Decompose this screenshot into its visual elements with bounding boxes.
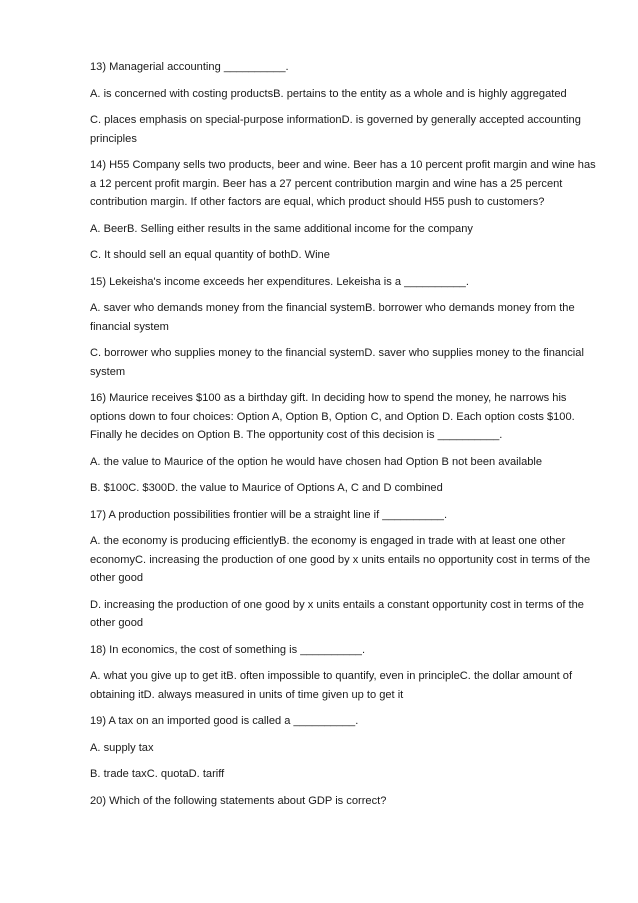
answer-line-19-bcd: B. trade taxC. quotaD. tariff — [90, 768, 225, 780]
question-14: 14) H55 Company sells two products, beer and wine. Beer has a 10 percent profit margin and wine has a 12 percent profit margin. Beer has a 27 percent contribution margin and wine has a 25 percent contribution margin. If other factors are equal, which product should H55 push to customers? — [90, 159, 596, 208]
question-18: 18) In economics, the cost of something is __________. — [90, 643, 366, 656]
answer-line-18-abcd: A. what you give up to get itB. often impossible to quantify, even in principleC. the dollar amount of obtaining itD. always measured in units of time given up to get it — [90, 670, 573, 701]
answer-line-17-d: D. increasing the production of one good by x units entails a constant opportunity cost in terms of the other good — [90, 598, 584, 629]
question-20: 20) Which of the following statements about GDP is correct? — [90, 794, 387, 807]
answer-line-15-ab: A. saver who demands money from the financial systemB. borrower who demands money from the financial system — [90, 302, 575, 333]
answer-line-19-a: A. supply tax — [90, 741, 154, 754]
answer-line-14-ab: A. BeerB. Selling either results in the same additional income for the company — [90, 222, 473, 235]
answer-line-14-cd: C. It should sell an equal quantity of bothD. Wine — [90, 249, 330, 261]
question-16: 16) Maurice receives $100 as a birthday gift. In deciding how to spend the money, he narrows his options down to four choices: Option A, Option B, Option C, and Option D. Each option costs $100. Finally he decides on Option B. The opportunity cost of this decision is __________. — [90, 392, 575, 441]
answer-line-16-a: A. the value to Maurice of the option he would have chosen had Option B not been available — [90, 455, 543, 468]
question-19: 19) A tax on an imported good is called a __________. — [90, 715, 359, 727]
question-13: 13) Managerial accounting __________. — [90, 61, 289, 73]
answer-line-13-ab: A. is concerned with costing productsB. pertains to the entity as a whole and is highly aggregated — [90, 87, 567, 100]
answer-line-17-abc: A. the economy is producing efficientlyB. the economy is engaged in trade with at least one other economyC. increasing the production of one good by x units entails no opportunity cost in terms of the other good — [90, 535, 591, 584]
quiz-content — [90, 58, 600, 818]
answer-line-15-cd: C. borrower who supplies money to the financial systemD. saver who supplies money to the financial system — [90, 347, 584, 378]
answer-line-16-bcd: B. $100C. $300D. the value to Maurice of Options A, C and D combined — [90, 482, 443, 494]
answer-line-13-cd: C. places emphasis on special-purpose informationD. is governed by generally accepted accounting principles — [90, 114, 581, 145]
question-15: 15) Lekeisha's income exceeds her expenditures. Lekeisha is a __________. — [90, 275, 469, 288]
question-17: 17) A production possibilities frontier will be a straight line if __________. — [90, 508, 448, 521]
